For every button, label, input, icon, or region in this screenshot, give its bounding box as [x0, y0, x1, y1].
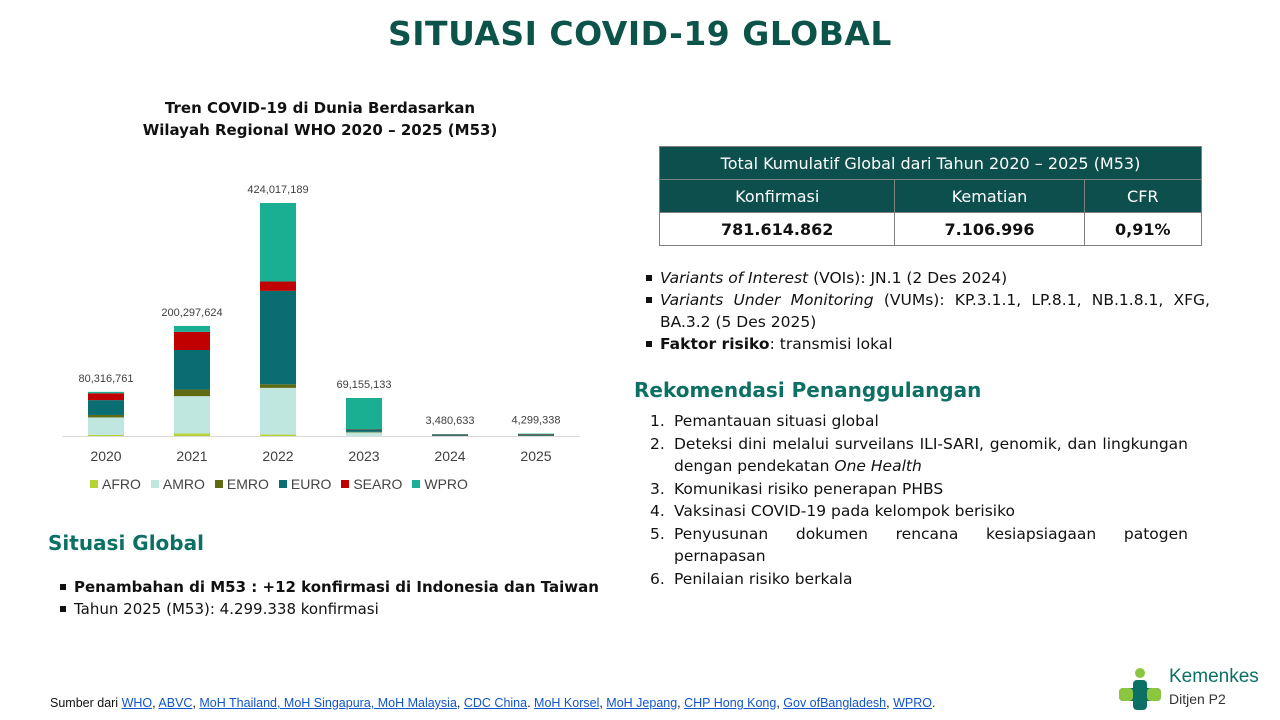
- legend-label: SEARO: [353, 476, 403, 492]
- bar-segment-searo-2024: [432, 435, 468, 436]
- situasi-global-list: [58, 576, 599, 620]
- source-separator: ,: [776, 696, 784, 710]
- bar-segment-afro-2021: [174, 434, 210, 436]
- bar-total-label-2022: 424,017,189: [247, 184, 309, 196]
- bar-segment-searo-2020: [88, 393, 124, 400]
- legend-label: EMRO: [226, 476, 269, 492]
- source-separator: ,: [599, 696, 607, 710]
- source-link-cdc-china[interactable]: CDC China: [463, 696, 528, 710]
- legend-item-searo: [341, 476, 402, 492]
- list-text-italic: One Health: [834, 457, 922, 475]
- list-number: 5.: [650, 524, 665, 543]
- bar-segment-euro-2021: [174, 350, 210, 390]
- voi-label: Variants of Interest: [660, 269, 809, 287]
- source-link-moh-jepang[interactable]: MoH Jepang: [606, 696, 678, 710]
- legend-label: AMRO: [162, 476, 205, 492]
- legend-label: EURO: [290, 476, 332, 492]
- bar-segment-amro-2023: [346, 432, 382, 436]
- list-text: Penilaian risiko berkala: [674, 569, 853, 588]
- source-separator: ,: [192, 696, 200, 710]
- list-number: 2.: [650, 434, 665, 453]
- legend-swatch: [279, 480, 287, 488]
- risk-label: Faktor risiko: [660, 335, 770, 353]
- list-text: Vaksinasi COVID-19 pada kelompok berisiko: [674, 502, 1016, 520]
- totals-confirmed-value: 781.614.862: [660, 213, 895, 246]
- chart-title-line-2: Wilayah Regional WHO 2020 – 2025 (M53): [142, 121, 498, 139]
- bar-segment-euro-2022: [260, 291, 296, 384]
- bar-total-label-2025: 4,299,338: [511, 414, 561, 427]
- list-item: [648, 500, 1188, 523]
- totals-cfr-value: 0,91%: [1084, 213, 1201, 246]
- chart-title-line-1: Tren COVID-19 di Dunia Berdasarkan: [164, 99, 476, 117]
- vum-text: (VUMs): KP.3.1.1, LP.8.1, NB.1.8.1, XFG, BA.3.2 (5 Des 2025): [660, 291, 1210, 331]
- list-item: [644, 333, 1210, 355]
- bar-total-label-2023: 69,155,133: [336, 378, 392, 391]
- logo-subtitle: Ditjen P2: [1169, 691, 1226, 707]
- list-text: Komunikasi risiko penerapan PHBS: [674, 479, 944, 498]
- source-separator: ,: [886, 696, 894, 710]
- x-tick-label-2022: 2022: [262, 448, 294, 464]
- situasi-global-heading: Situasi Global: [48, 531, 204, 555]
- legend-swatch: [412, 480, 420, 488]
- legend-swatch: [215, 480, 223, 488]
- source-separator: .: [527, 696, 535, 710]
- bar-segment-amro-2021: [174, 396, 210, 433]
- bar-segment-wpro-2025: [518, 434, 554, 435]
- list-item: [648, 478, 1188, 501]
- variants-list: [644, 267, 1210, 355]
- source-link-gov-bangladesh[interactable]: Gov ofBangladesh: [783, 696, 887, 710]
- source-link-moh-asean[interactable]: MoH Thailand, MoH Singapura, MoH Malaysia: [199, 696, 457, 710]
- bar-total-label-2024: 3,480,633: [425, 415, 475, 428]
- bar-segment-emro-2021: [174, 390, 210, 397]
- page-title: SITUASI COVID-19 GLOBAL: [388, 14, 892, 53]
- list-number: 1.: [650, 412, 665, 430]
- source-separator: .: [931, 696, 936, 710]
- legend-swatch: [341, 480, 349, 488]
- bar-segment-searo-2021: [174, 332, 210, 350]
- legend-label: WPRO: [424, 476, 468, 492]
- x-tick-label-2023: 2023: [348, 448, 380, 464]
- legend-item-afro: [90, 476, 141, 492]
- x-tick-label-2024: 2024: [434, 448, 466, 464]
- bar-segment-searo-2025: [518, 434, 554, 435]
- bar-segment-amro-2020: [88, 417, 124, 435]
- list-number: 4.: [650, 502, 665, 520]
- bar-segment-afro-2020: [88, 435, 124, 436]
- bar-segment-afro-2022: [260, 435, 296, 436]
- x-tick-label-2020: 2020: [90, 448, 122, 464]
- list-item: Tahun 2025 (M53): 4.299.338 konfirmasi: [58, 598, 599, 620]
- logo-name: Kemenkes: [1169, 666, 1259, 687]
- bar-segment-emro-2022: [260, 384, 296, 388]
- list-number: 6.: [650, 569, 665, 588]
- risk-text: : transmisi lokal: [769, 335, 893, 353]
- bar-total-label-2021: 200,297,624: [161, 306, 223, 319]
- bar-segment-wpro-2021: [174, 326, 210, 332]
- legend-item-euro: [279, 476, 331, 492]
- source-link-abvc[interactable]: ABVC: [158, 696, 193, 710]
- bar-segment-amro-2022: [260, 388, 296, 435]
- chart-legend: [90, 476, 478, 492]
- list-item: [648, 523, 1188, 568]
- totals-col-confirmed-label: Konfirmasi: [660, 180, 895, 213]
- source-separator: ,: [456, 696, 464, 710]
- rekomendasi-heading: Rekomendasi Penanggulangan: [634, 378, 982, 402]
- bar-segment-euro-2020: [88, 400, 124, 415]
- list-item: [648, 568, 1188, 591]
- bar-segment-wpro-2022: [260, 203, 296, 282]
- rekomendasi-list: [648, 410, 1188, 590]
- totals-col-cfr-label: CFR: [1084, 180, 1201, 213]
- list-number: 3.: [650, 479, 665, 498]
- totals-table: [659, 146, 1202, 246]
- list-item: Penambahan di M53 : +12 konfirmasi di Indonesia dan Taiwan: [58, 576, 599, 598]
- voi-text: (VOIs): JN.1 (2 Des 2024): [808, 269, 1008, 287]
- bar-segment-wpro-2024: [432, 434, 468, 435]
- source-separator: ,: [152, 696, 159, 710]
- source-link-moh-korsel[interactable]: MoH Korsel: [534, 696, 600, 710]
- source-separator: ,: [677, 696, 685, 710]
- list-item: [648, 433, 1188, 478]
- list-item: [648, 410, 1188, 433]
- list-text: Penyusunan dokumen rencana kesiapsiagaan patogen pernapasan: [674, 524, 1188, 565]
- bar-segment-wpro-2020: [88, 392, 124, 393]
- list-text: Deteksi dini melalui surveilans ILI-SARI, genomik, dan lingkungan dengan pendekatan: [674, 434, 1188, 475]
- bar-segment-searo-2022: [260, 282, 296, 291]
- x-tick-label-2021: 2021: [176, 448, 208, 464]
- totals-table-header: Total Kumulatif Global dari Tahun 2020 – 2025 (M53): [660, 147, 1202, 180]
- vum-label: Variants Under Monitoring: [660, 291, 874, 309]
- bar-segment-searo-2023: [346, 430, 382, 431]
- chart-title: [110, 97, 530, 141]
- source-link-wpro[interactable]: WPRO: [893, 696, 932, 710]
- list-text: Pemantauan situasi global: [674, 412, 879, 430]
- bar-segment-wpro-2023: [346, 398, 382, 430]
- x-tick-label-2025: 2025: [520, 448, 552, 464]
- legend-swatch: [90, 480, 98, 488]
- legend-item-wpro: [412, 476, 468, 492]
- source-link-who[interactable]: WHO: [121, 696, 153, 710]
- legend-swatch: [151, 480, 159, 488]
- legend-item-amro: [151, 476, 205, 492]
- totals-col-deaths-label: Kematian: [895, 180, 1084, 213]
- kemenkes-logo-icon: [1115, 664, 1165, 714]
- bar-segment-emro-2020: [88, 415, 124, 417]
- kemenkes-logo: [1115, 664, 1275, 712]
- bar-segment-emro-2023: [346, 432, 382, 433]
- source-prefix: Sumber dari: [50, 696, 122, 710]
- totals-deaths-value: 7.106.996: [895, 213, 1084, 246]
- stacked-bar-chart: [40, 170, 600, 470]
- list-item: [644, 289, 1210, 333]
- list-item: [644, 267, 1210, 289]
- legend-label: AFRO: [102, 476, 141, 492]
- bar-total-label-2020: 80,316,761: [78, 372, 134, 385]
- source-line: [50, 696, 935, 710]
- source-link-chp-hongkong[interactable]: CHP Hong Kong: [684, 696, 777, 710]
- legend-item-emro: [215, 476, 269, 492]
